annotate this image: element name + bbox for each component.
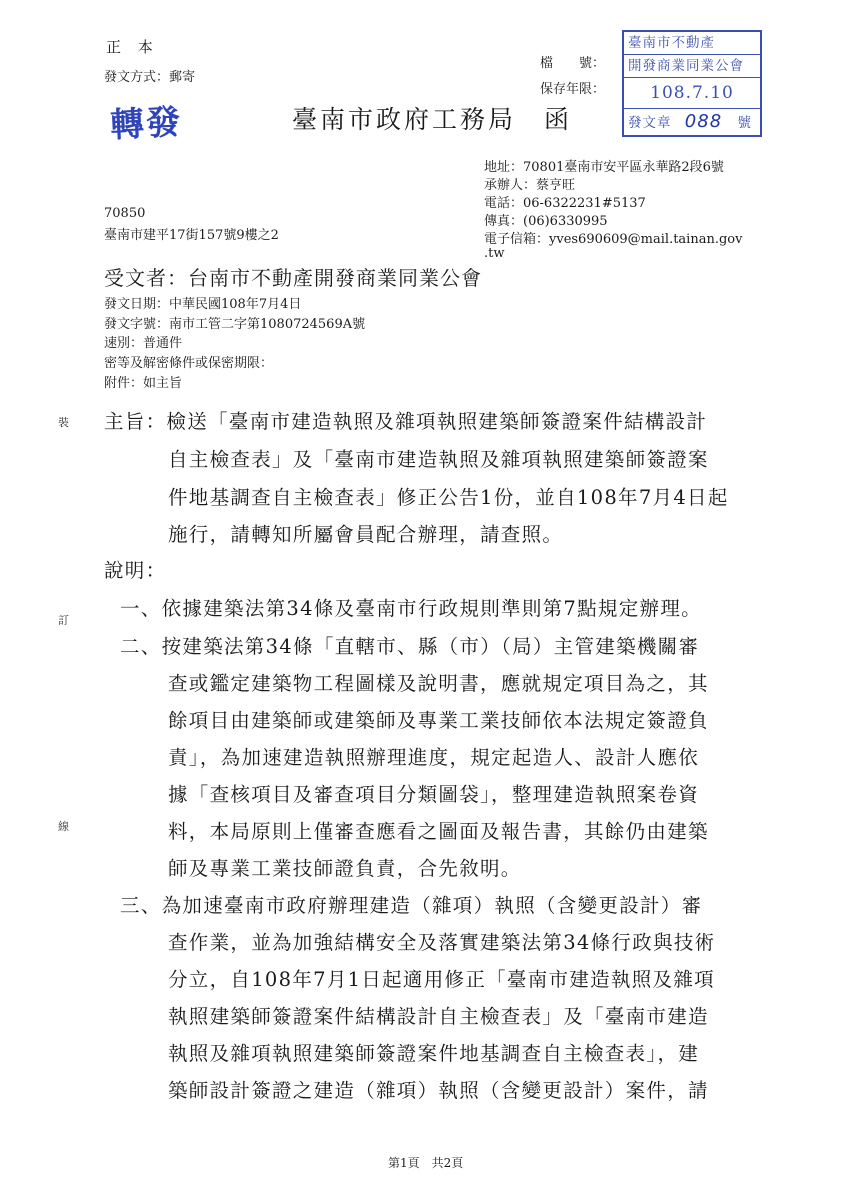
reference-number: 發文字號：南市工管二字第1080724569A號 [104,317,366,332]
agency-title: 臺南市政府工務局 函 [292,105,573,134]
sender-address: 地址：70801臺南市安平區永華路2段6號 [484,160,724,175]
binding-mark-middle: 訂 [58,614,69,627]
subject-line-1: 主旨：檢送「臺南市建造執照及雜項執照建築師簽證案件結構設計 [104,410,708,433]
explanation-item-2-line: 二、按建築法第34條「直轄市、縣（市）（局）主管建築機關審 [120,635,700,658]
explanation-item-3-line: 分立，自108年7月1日起適用修正「臺南市建造執照及雜項 [168,968,715,991]
stamp-doc-suffix: 號 [737,115,752,131]
explanation-item-1: 一、依據建築法第34條及臺南市行政規則準則第7點規定辦理。 [120,597,702,620]
explanation-item-3-line: 築師設計簽證之建造（雜項）執照（含變更設計）案件，請 [168,1079,709,1102]
secrecy: 密等及解密條件或保密期限： [104,356,274,371]
sender-handler: 承辦人：蔡亨旺 [484,178,576,193]
archive-no-label: 檔 號： [540,56,606,71]
binding-mark-bottom: 線 [58,820,69,833]
explanation-item-2-line: 據「查核項目及審查項目分類圖袋」，整理建造執照案卷資 [168,783,700,806]
retention-label: 保存年限： [540,82,606,97]
explanation-item-2-line: 查或鑑定建築物工程圖樣及說明書，應就規定項目為之，其 [168,672,709,695]
binding-mark-top: 裝 [58,416,69,429]
page-number: 第1頁 共2頁 [388,1156,464,1170]
sender-email: 電子信箱：yves690609@mail.tainan.gov [484,232,743,247]
recipient: 受文者：台南市不動產開發商業同業公會 [104,266,482,290]
stamp-doc-number: 088 [684,111,723,132]
explanation-item-3-line: 三、為加速臺南市政府辦理建造（雜項）執照（含變更設計）審 [120,894,703,917]
explanation-item-2-line: 師及專業工業技師證負責，合先敘明。 [168,857,522,880]
stamp-org-line2: 開發商業同業公會 [624,55,760,78]
stamp-date: 108.7.10 [624,78,760,109]
sender-fax: 傳真：(06)6330995 [484,214,608,229]
subject-line-3: 件地基調查自主檢查表」修正公告1份，並自108年7月4日起 [168,486,729,509]
subject-line-4: 施行，請轉知所屬會員配合辦理，請查照。 [168,523,564,546]
attachment: 附件：如主旨 [104,376,183,391]
receipt-stamp [622,30,762,137]
stamp-doc-prefix: 發文章 [628,115,672,131]
copy-type: 正 本 [106,38,159,56]
forward-stamp: 轉發 [109,102,184,146]
explanation-item-3-line: 查作業，並為加強結構安全及落實建築法第34條行政與技術 [168,931,716,954]
stamp-doc-number-row [624,109,760,135]
explanation-item-2-line: 責」，為加速建造執照辦理進度，規定起造人、設計人應依 [168,746,700,769]
speed: 速別：普通件 [104,336,183,351]
explanation-item-3-line: 執照建築師簽證案件結構設計自主檢查表」及「臺南市建造 [168,1005,709,1028]
sender-phone: 電話：06-6322231#5137 [484,196,646,211]
subject-line-2: 自主檢查表」及「臺南市建造執照及雜項執照建築師簽證案 [168,448,709,471]
stamp-org-line1: 臺南市不動產 [624,32,760,55]
explanation-item-3-line: 執照及雜項執照建築師簽證案件地基調查自主檢查表」，建 [168,1042,700,1065]
explanation-item-2-line: 餘項目由建築師或建築師及專業工業技師依本法規定簽證負 [168,709,709,732]
explanation-heading: 說明： [104,559,167,582]
recipient-zip: 70850 [104,206,146,221]
send-method: 發文方式：郵寄 [104,70,196,85]
sender-email-cont: .tw [484,246,505,261]
recipient-street: 臺南市建平17街157號9樓之2 [104,228,279,243]
explanation-item-2-line: 料，本局原則上僅審查應看之圖面及報告書，其餘仍由建築 [168,820,709,843]
send-date: 發文日期：中華民國108年7月4日 [104,297,302,312]
